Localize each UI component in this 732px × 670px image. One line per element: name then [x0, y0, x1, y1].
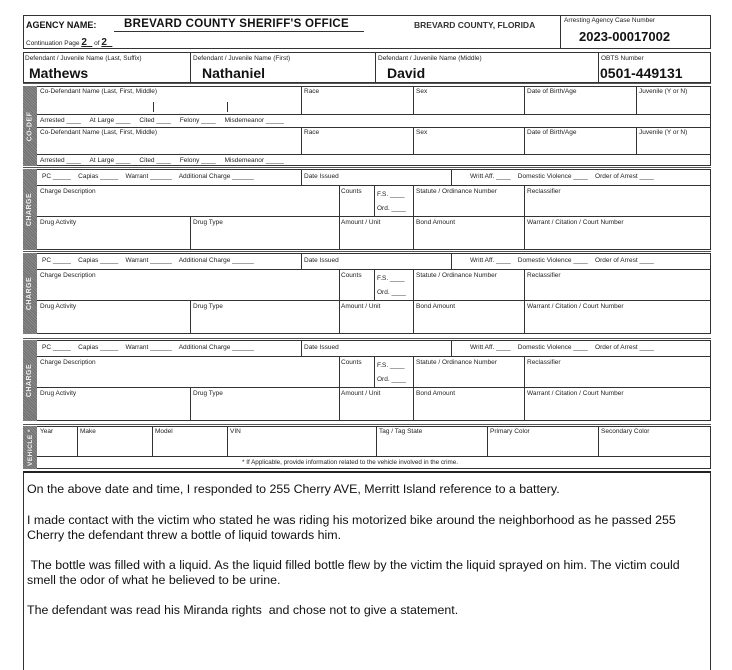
charge-description-label: Charge Description: [40, 188, 96, 195]
case-number: 2023-00017002: [579, 29, 671, 44]
charge-div-flags: [451, 340, 452, 356]
vehicle-model-label: Model: [155, 428, 173, 435]
charge-drug-type-label: Drug Type: [193, 219, 223, 226]
charge-side-label: CHARGE: [23, 340, 37, 421]
charge-div-drugtype: [190, 300, 191, 334]
defendant-last-label: Defendant / Juvenile Name (Last, Suffix): [25, 55, 142, 62]
codef2-sex-label: Sex: [416, 129, 428, 136]
codef1-sex-label: Sex: [416, 88, 428, 95]
charge-section: [23, 340, 711, 421]
charge-drug-activity-label: Drug Activity: [40, 303, 77, 310]
defendant-divider-1: [190, 52, 191, 83]
agency-label: AGENCY NAME:: [26, 20, 97, 30]
vehicle-year-label: Year: [40, 428, 54, 435]
codef-tick-2: [227, 102, 228, 112]
codef-div-sex-1: [413, 86, 414, 114]
charge-amount-label: Amount / Unit: [341, 303, 381, 310]
continuation-page: [26, 37, 112, 48]
vehicle-footnote: * If Applicable, provide information related to the vehicle involved in the crime.: [242, 459, 458, 466]
codef1-status-line: Arrested ____ At Large ____ Cited ____ Felony ____ Misdemeanor _____: [40, 117, 284, 124]
charge-type-line: PC _____ Capias _____ Warrant ______ Additional Charge ______: [42, 173, 254, 180]
agency-underline: [114, 31, 364, 32]
county-name: BREVARD COUNTY, FLORIDA: [414, 20, 536, 30]
charge-drug-type-label: Drug Type: [193, 303, 223, 310]
charge-date-issued-label: Date Issued: [304, 344, 339, 351]
charge-div-counts: [339, 356, 340, 421]
charge-warrant-label: Warrant / Citation / Court Number: [527, 390, 624, 397]
vehicle-make-label: Make: [80, 428, 96, 435]
total-pages: 2: [101, 37, 107, 48]
codef2-name-label: Co-Defendant Name (Last, First, Middle): [40, 129, 158, 136]
vehicle-div-vin: [227, 426, 228, 456]
continuation-label: Continuation Page: [26, 40, 80, 47]
charge-side-label: CHARGE: [23, 253, 37, 334]
charge-type-line: PC _____ Capias _____ Warrant ______ Additional Charge ______: [42, 344, 254, 351]
section-rule: [23, 167, 711, 168]
charge-div-statute: [413, 185, 414, 250]
charge-sep-2: [37, 216, 711, 217]
charge-div-fs: [374, 269, 375, 300]
codef-div-juv-1: [636, 86, 637, 114]
codef-div-race-1: [301, 86, 302, 114]
codef-div-sex-2: [413, 127, 414, 154]
codef1-name-label: Co-Defendant Name (Last, First, Middle): [40, 88, 158, 95]
charge-date-issued-label: Date Issued: [304, 173, 339, 180]
codef2-race-label: Race: [304, 129, 320, 136]
charge-fs-label: F.S. ____: [377, 275, 405, 282]
charge-bond-label: Bond Amount: [416, 219, 456, 226]
charge-ord-label: Ord. ____: [377, 205, 406, 212]
codef-div-juv-2: [636, 127, 637, 154]
codef2-juvenile-label: Juvenile (Y or N): [639, 129, 688, 136]
narrative-paragraph-4: The defendant was read his Miranda rights and chose not to give a statement.: [27, 603, 459, 617]
charge-div-statute: [413, 269, 414, 334]
codef2-dob-label: Date of Birth/Age: [527, 129, 577, 136]
charge-div-flags: [451, 169, 452, 185]
continuation-page-number: 2: [81, 37, 87, 48]
defendant-last-name: Mathews: [29, 65, 89, 81]
charge-warrant-label: Warrant / Citation / Court Number: [527, 303, 624, 310]
vehicle-div-primary: [487, 426, 488, 456]
charge-description-label: Charge Description: [40, 359, 96, 366]
charge-fs-label: F.S. ____: [377, 362, 405, 369]
charge-flags-line: Writt Aff. ____ Domestic Violence ____ Order of Arrest ____: [470, 173, 654, 180]
charge-div-date: [301, 169, 302, 185]
charge-div-reclass: [524, 356, 525, 421]
charge-statute-label: Statute / Ordinance Number: [416, 272, 497, 279]
codef-row1-sep: [37, 114, 711, 115]
defendant-divider-3: [598, 52, 599, 83]
obts-number: 0501-449131: [600, 65, 683, 81]
charge-div-reclass: [524, 269, 525, 334]
codef-div-dob-2: [524, 127, 525, 154]
section-rule: [23, 424, 711, 425]
charge-reclassifier-label: Reclassifier: [527, 359, 561, 366]
charge-reclassifier-label: Reclassifier: [527, 188, 561, 195]
header-divider: [560, 15, 561, 49]
of-label: of: [94, 40, 100, 47]
charge-drug-activity-label: Drug Activity: [40, 390, 77, 397]
defendant-middle-label: Defendant / Juvenile Name (Middle): [378, 55, 482, 62]
charge-flags-line: Writt Aff. ____ Domestic Violence ____ Order of Arrest ____: [470, 344, 654, 351]
charge-counts-label: Counts: [341, 359, 362, 366]
vehicle-sep: [37, 456, 711, 457]
charge-warrant-label: Warrant / Citation / Court Number: [527, 219, 624, 226]
charge-div-counts: [339, 185, 340, 250]
charge-date-issued-label: Date Issued: [304, 257, 339, 264]
vehicle-tag-label: Tag / Tag State: [379, 428, 423, 435]
charge-drug-activity-label: Drug Activity: [40, 219, 77, 226]
charge-fs-label: F.S. ____: [377, 191, 405, 198]
defendant-divider-2: [375, 52, 376, 83]
charge-bond-label: Bond Amount: [416, 303, 456, 310]
charge-div-statute: [413, 356, 414, 421]
charge-type-line: PC _____ Capias _____ Warrant ______ Additional Charge ______: [42, 257, 254, 264]
charge-counts-label: Counts: [341, 272, 362, 279]
charge-statute-label: Statute / Ordinance Number: [416, 188, 497, 195]
vehicle-div-make: [77, 426, 78, 456]
charge-statute-label: Statute / Ordinance Number: [416, 359, 497, 366]
charge-flags-line: Writt Aff. ____ Domestic Violence ____ Order of Arrest ____: [470, 257, 654, 264]
defendant-middle-name: David: [387, 65, 426, 81]
vehicle-vin-label: VIN: [230, 428, 241, 435]
vehicle-secondary-color-label: Secondary Color: [601, 428, 650, 435]
section-rule: [23, 251, 711, 252]
vehicle-div-model: [152, 426, 153, 456]
defendant-first-name: Nathaniel: [202, 65, 266, 81]
charge-div-fs: [374, 185, 375, 216]
section-rule: [23, 83, 711, 84]
narrative-paragraph-3: The bottle was filled with a liquid. As the liquid filled bottle flew by the victim the liquid sprayed on him. The victim could smell the odor of what he believed to be urine.: [27, 558, 684, 587]
vehicle-primary-color-label: Primary Color: [490, 428, 530, 435]
charge-div-drugtype: [190, 387, 191, 421]
charge-section: [23, 253, 711, 334]
codef2-status-line: Arrested ____ At Large ____ Cited ____ Felony ____ Misdemeanor _____: [40, 157, 284, 164]
charge-sep-2: [37, 387, 711, 388]
narrative-paragraph-2: I made contact with the victim who stated he was riding his motorized bike around the neighborhood as he passed 255 Cherry the defendant threw a bottle of liquid towards him.: [27, 513, 676, 542]
charge-reclassifier-label: Reclassifier: [527, 272, 561, 279]
agency-name: BREVARD COUNTY SHERIFF'S OFFICE: [124, 18, 350, 30]
vehicle-div-tag: [376, 426, 377, 456]
charge-div-fs: [374, 356, 375, 387]
codef-row2-top: [37, 127, 711, 128]
codef1-juvenile-label: Juvenile (Y or N): [639, 88, 688, 95]
codef1-dob-label: Date of Birth/Age: [527, 88, 577, 95]
vehicle-div-secondary: [598, 426, 599, 456]
charge-div-drugtype: [190, 216, 191, 250]
charge-amount-label: Amount / Unit: [341, 219, 381, 226]
charge-section: [23, 169, 711, 250]
obts-label: OBTS Number: [601, 55, 644, 62]
codef-row2-sep: [37, 154, 711, 155]
charge-description-label: Charge Description: [40, 272, 96, 279]
narrative-paragraph-1: On the above date and time, I responded to 255 Cherry AVE, Merritt Island reference to a battery.: [27, 482, 560, 496]
codef-side-label: CO-DEF: [23, 86, 37, 166]
codef-div-dob-1: [524, 86, 525, 114]
charge-counts-label: Counts: [341, 188, 362, 195]
charge-div-date: [301, 340, 302, 356]
charge-div-flags: [451, 253, 452, 269]
charge-div-date: [301, 253, 302, 269]
charge-drug-type-label: Drug Type: [193, 390, 223, 397]
charge-sep-2: [37, 300, 711, 301]
vehicle-side-label: VEHICLE *: [23, 426, 37, 469]
charge-amount-label: Amount / Unit: [341, 390, 381, 397]
section-rule: [23, 338, 711, 339]
codef-tick-1: [153, 102, 154, 112]
codef1-race-label: Race: [304, 88, 320, 95]
charge-bond-label: Bond Amount: [416, 390, 456, 397]
charge-ord-label: Ord. ____: [377, 376, 406, 383]
codef-div-race-2: [301, 127, 302, 154]
defendant-first-label: Defendant / Juvenile Name (First): [193, 55, 291, 62]
case-number-label: Arresting Agency Case Number: [564, 17, 656, 24]
charge-ord-label: Ord. ____: [377, 289, 406, 296]
charge-div-reclass: [524, 185, 525, 250]
charge-div-counts: [339, 269, 340, 334]
charge-side-label: CHARGE: [23, 169, 37, 250]
